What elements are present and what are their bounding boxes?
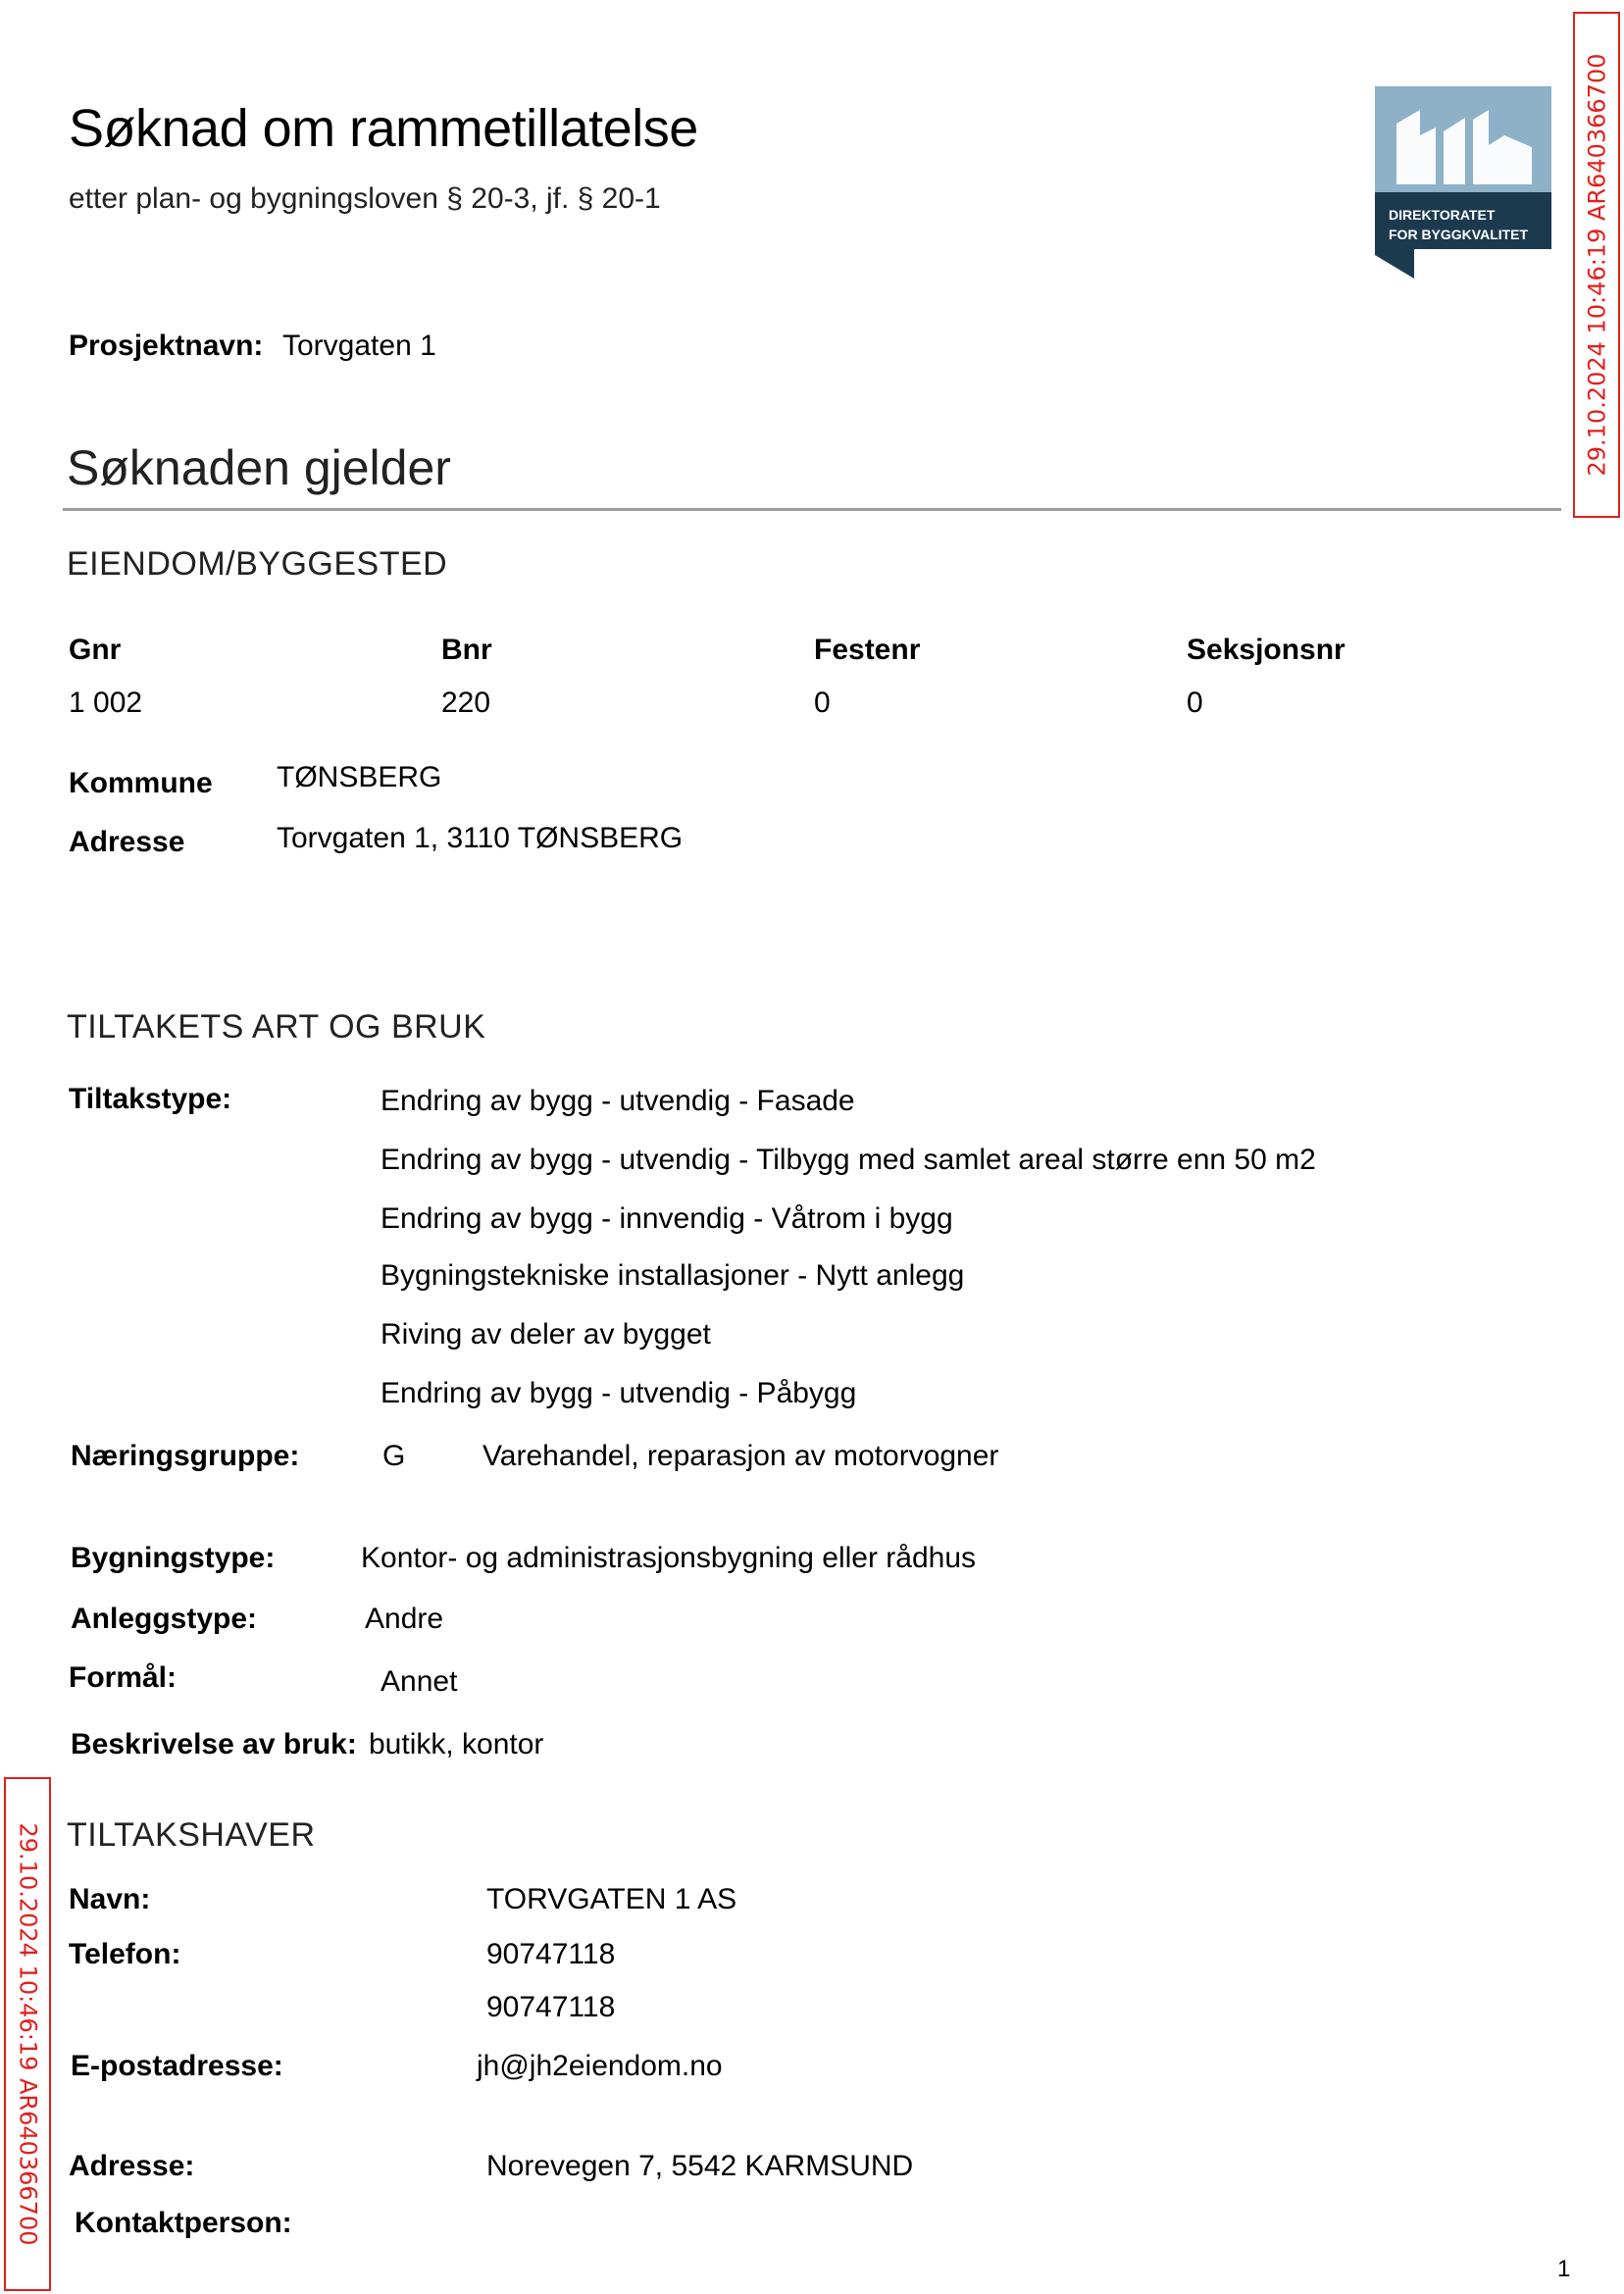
tiltakshaver-adresse-label: Adresse:: [69, 2150, 195, 2182]
tiltakstype-item: Endring av bygg - utvendig - Påbygg: [381, 1377, 857, 1409]
document-subtitle: etter plan- og bygningsloven § 20-3, jf. § 20-1: [69, 182, 661, 215]
adresse-value: Torvgaten 1, 3110 TØNSBERG: [277, 822, 684, 854]
bnr-label: Bnr: [441, 634, 492, 666]
festenr-value: 0: [814, 687, 831, 719]
tiltakstype-item: Endring av bygg - utvendig - Fasade: [381, 1085, 855, 1117]
anleggstype-value: Andre: [365, 1603, 444, 1635]
navn-label: Navn:: [69, 1883, 151, 1915]
epost-label: E-postadresse:: [71, 2050, 283, 2082]
naering-code: G: [382, 1440, 406, 1472]
tiltak-heading: TILTAKETS ART OG BRUK: [67, 1008, 486, 1045]
seksjonsnr-value: 0: [1187, 687, 1203, 719]
telefon-value: 90747118: [486, 1938, 616, 1970]
tiltakstype-item: Bygningstekniske installasjoner - Nytt anlegg: [381, 1259, 965, 1292]
formal-value: Annet: [381, 1665, 458, 1698]
naering-value: Varehandel, reparasjon av motorvogner: [482, 1440, 999, 1472]
tiltakstype-item: Endring av bygg - innvendig - Våtrom i bygg: [381, 1202, 953, 1235]
stamp-text: 29.10.2024 10:46:19 AR640366700: [14, 1822, 42, 2246]
stamp-text: 29.10.2024 10:46:19 AR640366700: [1583, 53, 1611, 477]
section-title: Søknaden gjelder: [67, 440, 451, 495]
document-title: Søknad om rammetillatelse: [69, 99, 698, 158]
naering-label: Næringsgruppe:: [71, 1440, 300, 1472]
adresse-label: Adresse: [69, 826, 185, 858]
timestamp-stamp-top: [1573, 12, 1620, 518]
tiltakstype-item: Endring av bygg - utvendig - Tilbygg med samlet areal større enn 50 m2: [381, 1144, 1316, 1176]
festenr-label: Festenr: [814, 634, 921, 666]
page-number: 1: [1557, 2256, 1571, 2282]
navn-value: TORVGATEN 1 AS: [486, 1883, 737, 1915]
anleggstype-label: Anleggstype:: [71, 1603, 258, 1635]
bruk-value: butikk, kontor: [369, 1728, 544, 1760]
kommune-label: Kommune: [69, 767, 213, 799]
telefon-label: Telefon:: [69, 1938, 181, 1970]
telefon-value: 90747118: [486, 1991, 616, 2023]
project-value: Torvgaten 1: [282, 330, 436, 362]
timestamp-stamp-left: [4, 1777, 51, 2291]
formal-label: Formål:: [69, 1661, 178, 1694]
tiltakstype-item: Riving av deler av bygget: [381, 1318, 711, 1351]
tiltakstype-label: Tiltakstype:: [69, 1083, 232, 1115]
seksjonsnr-label: Seksjonsnr: [1187, 634, 1345, 666]
epost-value: jh@jh2eiendom.no: [477, 2050, 723, 2082]
project-label: Prosjektnavn:: [69, 330, 264, 362]
section-divider: [63, 508, 1561, 511]
logo-line1: DIREKTORATET: [1389, 207, 1496, 223]
logo-line2: FOR BYGGKVALITET: [1389, 227, 1529, 242]
bruk-label: Beskrivelse av bruk:: [71, 1728, 357, 1760]
gnr-value: 1 002: [69, 687, 143, 719]
kontaktperson-label: Kontaktperson:: [75, 2207, 292, 2239]
bnr-value: 220: [441, 687, 491, 719]
bygningstype-value: Kontor- og administrasjonsbygning eller rådhus: [361, 1542, 977, 1574]
eiendom-heading: EIENDOM/BYGGESTED: [67, 545, 448, 583]
kommune-value: TØNSBERG: [277, 761, 442, 793]
gnr-label: Gnr: [69, 634, 122, 666]
bygningstype-label: Bygningstype:: [71, 1542, 276, 1574]
dibk-logo-icon: [1375, 86, 1551, 279]
tiltakshaver-adresse-value: Norevegen 7, 5542 KARMSUND: [486, 2150, 914, 2182]
tiltakshaver-heading: TILTAKSHAVER: [67, 1816, 316, 1854]
